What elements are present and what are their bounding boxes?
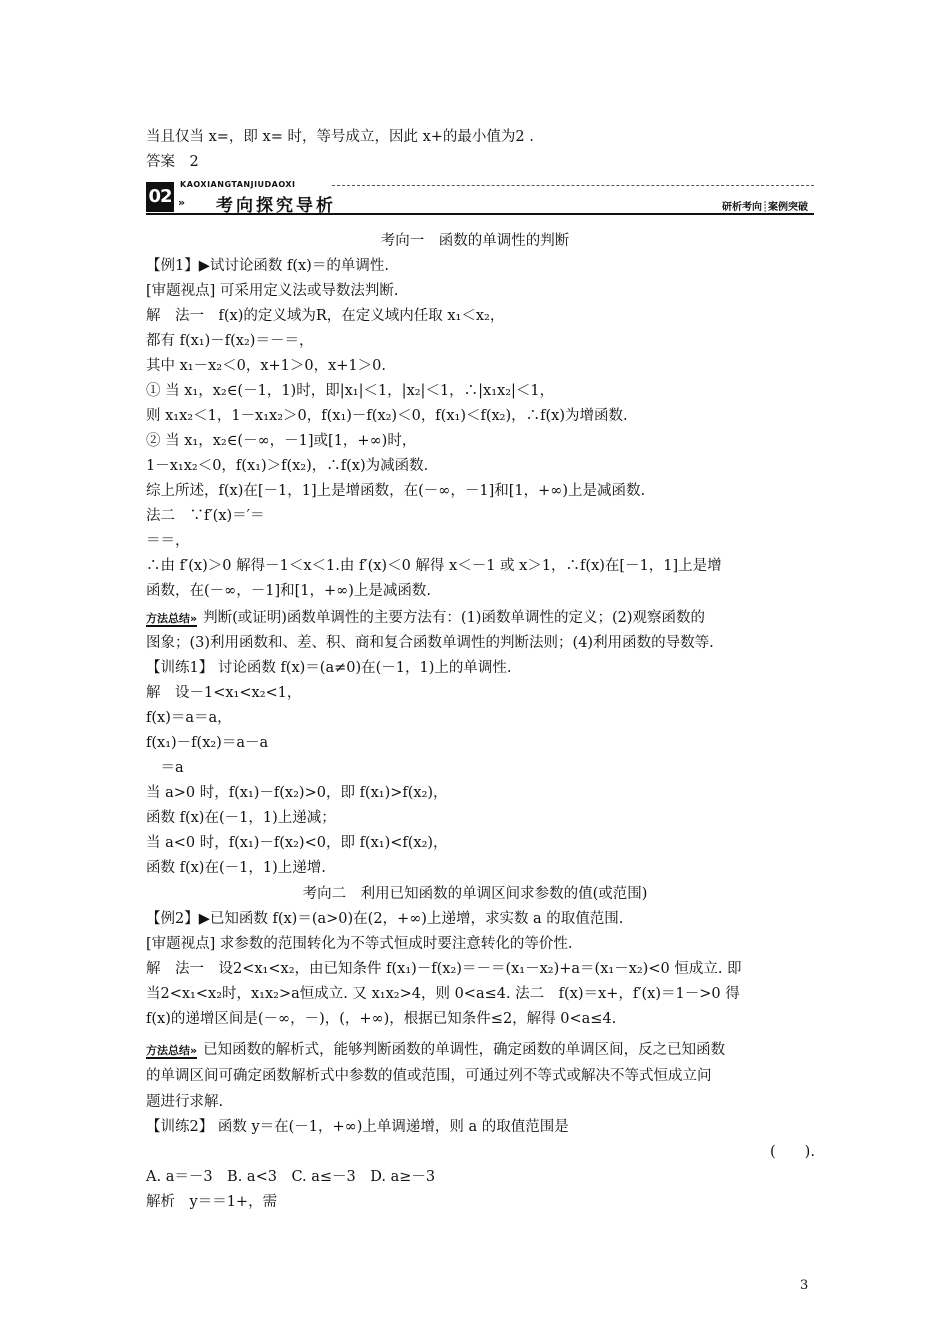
- section-title: 考向二 利用已知函数的单调区间求参数的值(或范围): [302, 886, 648, 902]
- method-summary: [146, 1040, 725, 1060]
- text-line: 解 法一 f(x)的定义域为R，在定义域内任取 x₁＜x₂，: [146, 308, 505, 324]
- banner-number: 02: [146, 182, 174, 212]
- page-number: 3: [800, 1278, 809, 1293]
- text-line: 【例1】▶试讨论函数 f(x)＝的单调性.: [146, 258, 389, 274]
- text-line: 【例2】▶已知函数 f(x)＝(a>0)在(2，+∞)上递增，求实数 a 的取值范围.: [146, 911, 624, 927]
- text-line: 当 a>0 时，f(x₁)－f(x₂)>0，即 f(x₁)>f(x₂)，: [146, 785, 448, 801]
- text-line: 则 x₁x₂＜1，1－x₁x₂＞0，f(x₁)－f(x₂)＜0，f(x₁)＜f(x₂)，∴f(x)为增函数.: [146, 408, 628, 424]
- chevron-icon: »: [178, 196, 186, 209]
- text-line: ∴由 f′(x)＞0 解得－1＜x＜1.由 f′(x)＜0 解得 x＜－1 或 x＞1，∴f(x)在[－1，1]上是增: [146, 558, 722, 574]
- text-line: 其中 x₁－x₂＜0，x+1＞0，x+1＞0.: [146, 358, 386, 374]
- text-line: ＝＝，: [146, 533, 190, 549]
- text-line: 法二 ∵f′(x)＝′＝: [146, 508, 265, 524]
- section-title: 考向一 函数的单调性的判断: [380, 233, 570, 249]
- text-line: ① 当 x₁，x₂∈(－1，1)时，即|x₁|＜1，|x₂|＜1，∴|x₁x₂|＜1，: [146, 383, 555, 399]
- text-line: 函数，在(－∞，－1]和[1，+∞)上是减函数.: [146, 583, 431, 599]
- text-line: 当 a<0 时，f(x₁)－f(x₂)<0，即 f(x₁)<f(x₂)，: [146, 835, 448, 851]
- text-line: 当2<x₁<x₂时，x₁x₂>a恒成立. 又 x₁x₂>4，则 0<a≤4. 法二 f(x)＝x+，f′(x)＝1－>0 得: [146, 986, 740, 1002]
- banner-dotted-line: [332, 185, 814, 186]
- banner-rule: [146, 213, 814, 215]
- text-line: 【训练1】 讨论函数 f(x)＝(a≠0)在(－1，1)上的单调性.: [146, 660, 512, 676]
- text-line: 1－x₁x₂＜0，f(x₁)＞f(x₂)，∴f(x)为减函数.: [146, 458, 429, 474]
- text-line: ＝a: [146, 760, 184, 776]
- text-line: 当且仅当 x=，即 x= 时，等号成立，因此 x+的最小值为2 .: [146, 129, 534, 145]
- method-summary: [146, 608, 705, 628]
- method-summary-badge: 方法总结»: [146, 1044, 198, 1057]
- text-line: 解 法一 设2<x₁<x₂，由已知条件 f(x₁)－f(x₂)＝－＝(x₁－x₂)+a＝(x₁－x₂)<0 恒成立. 即: [146, 961, 742, 977]
- text-line: 的单调区间可确定函数解析式中参数的值或范围，可通过列不等式或解决不等式恒成立问: [146, 1068, 712, 1084]
- answer-line: 答案 2: [146, 154, 199, 170]
- method-summary-text: 判断(或证明)函数单调性的主要方法有：(1)函数单调性的定义；(2)观察函数的: [203, 610, 705, 626]
- method-summary-badge: 方法总结»: [146, 612, 198, 625]
- text-line: 综上所述，f(x)在[－1，1]上是增函数，在(－∞，－1]和[1，+∞)上是减函数.: [146, 483, 646, 499]
- banner-subtitle: 研析考向┊案例突破: [721, 202, 808, 213]
- text-line: ② 当 x₁，x₂∈(－∞，－1]或[1，+∞)时，: [146, 433, 417, 449]
- banner-pinyin: KAOXIANGTANJIUDAOXI: [180, 180, 296, 189]
- text-line: f(x₁)－f(x₂)＝a－a: [146, 735, 269, 751]
- method-summary-text: 已知函数的解析式，能够判断函数的单调性，确定函数的单调区间，反之已知函数: [203, 1042, 726, 1058]
- analysis-line: 解析 y＝＝1+，需: [146, 1194, 278, 1210]
- text-line: 都有 f(x₁)－f(x₂)＝－＝，: [146, 333, 314, 349]
- section-banner: [146, 178, 814, 216]
- text-line: 解 设－1<x₁<x₂<1，: [146, 685, 302, 701]
- answer-paren: ( ).: [770, 1144, 815, 1160]
- text-line: [审题视点] 可采用定义法或导数法判断.: [146, 283, 399, 299]
- text-line: [审题视点] 求参数的范围转化为不等式恒成时要注意转化的等价性.: [146, 936, 573, 952]
- text-line: 图象；(3)利用函数和、差、积、商和复合函数单调性的判断法则；(4)利用函数的导数等.: [146, 635, 714, 651]
- text-line: 函数 f(x)在(－1，1)上递增.: [146, 860, 326, 876]
- text-line: 题进行求解.: [146, 1094, 224, 1110]
- text-line: f(x)＝a＝a，: [146, 710, 232, 726]
- text-line: 【训练2】 函数 y＝在(－1，+∞)上单调递增，则 a 的取值范围是: [146, 1119, 569, 1135]
- text-line: f(x)的递增区间是(－∞，－)，(，+∞)，根据已知条件≤2，解得 0<a≤4.: [146, 1011, 617, 1027]
- banner-title: 考向探究导析: [216, 196, 336, 216]
- options-line: A. a＝－3 B. a<3 C. a≤－3 D. a≥－3: [146, 1169, 436, 1185]
- text-line: 函数 f(x)在(－1，1)上递减；: [146, 810, 336, 826]
